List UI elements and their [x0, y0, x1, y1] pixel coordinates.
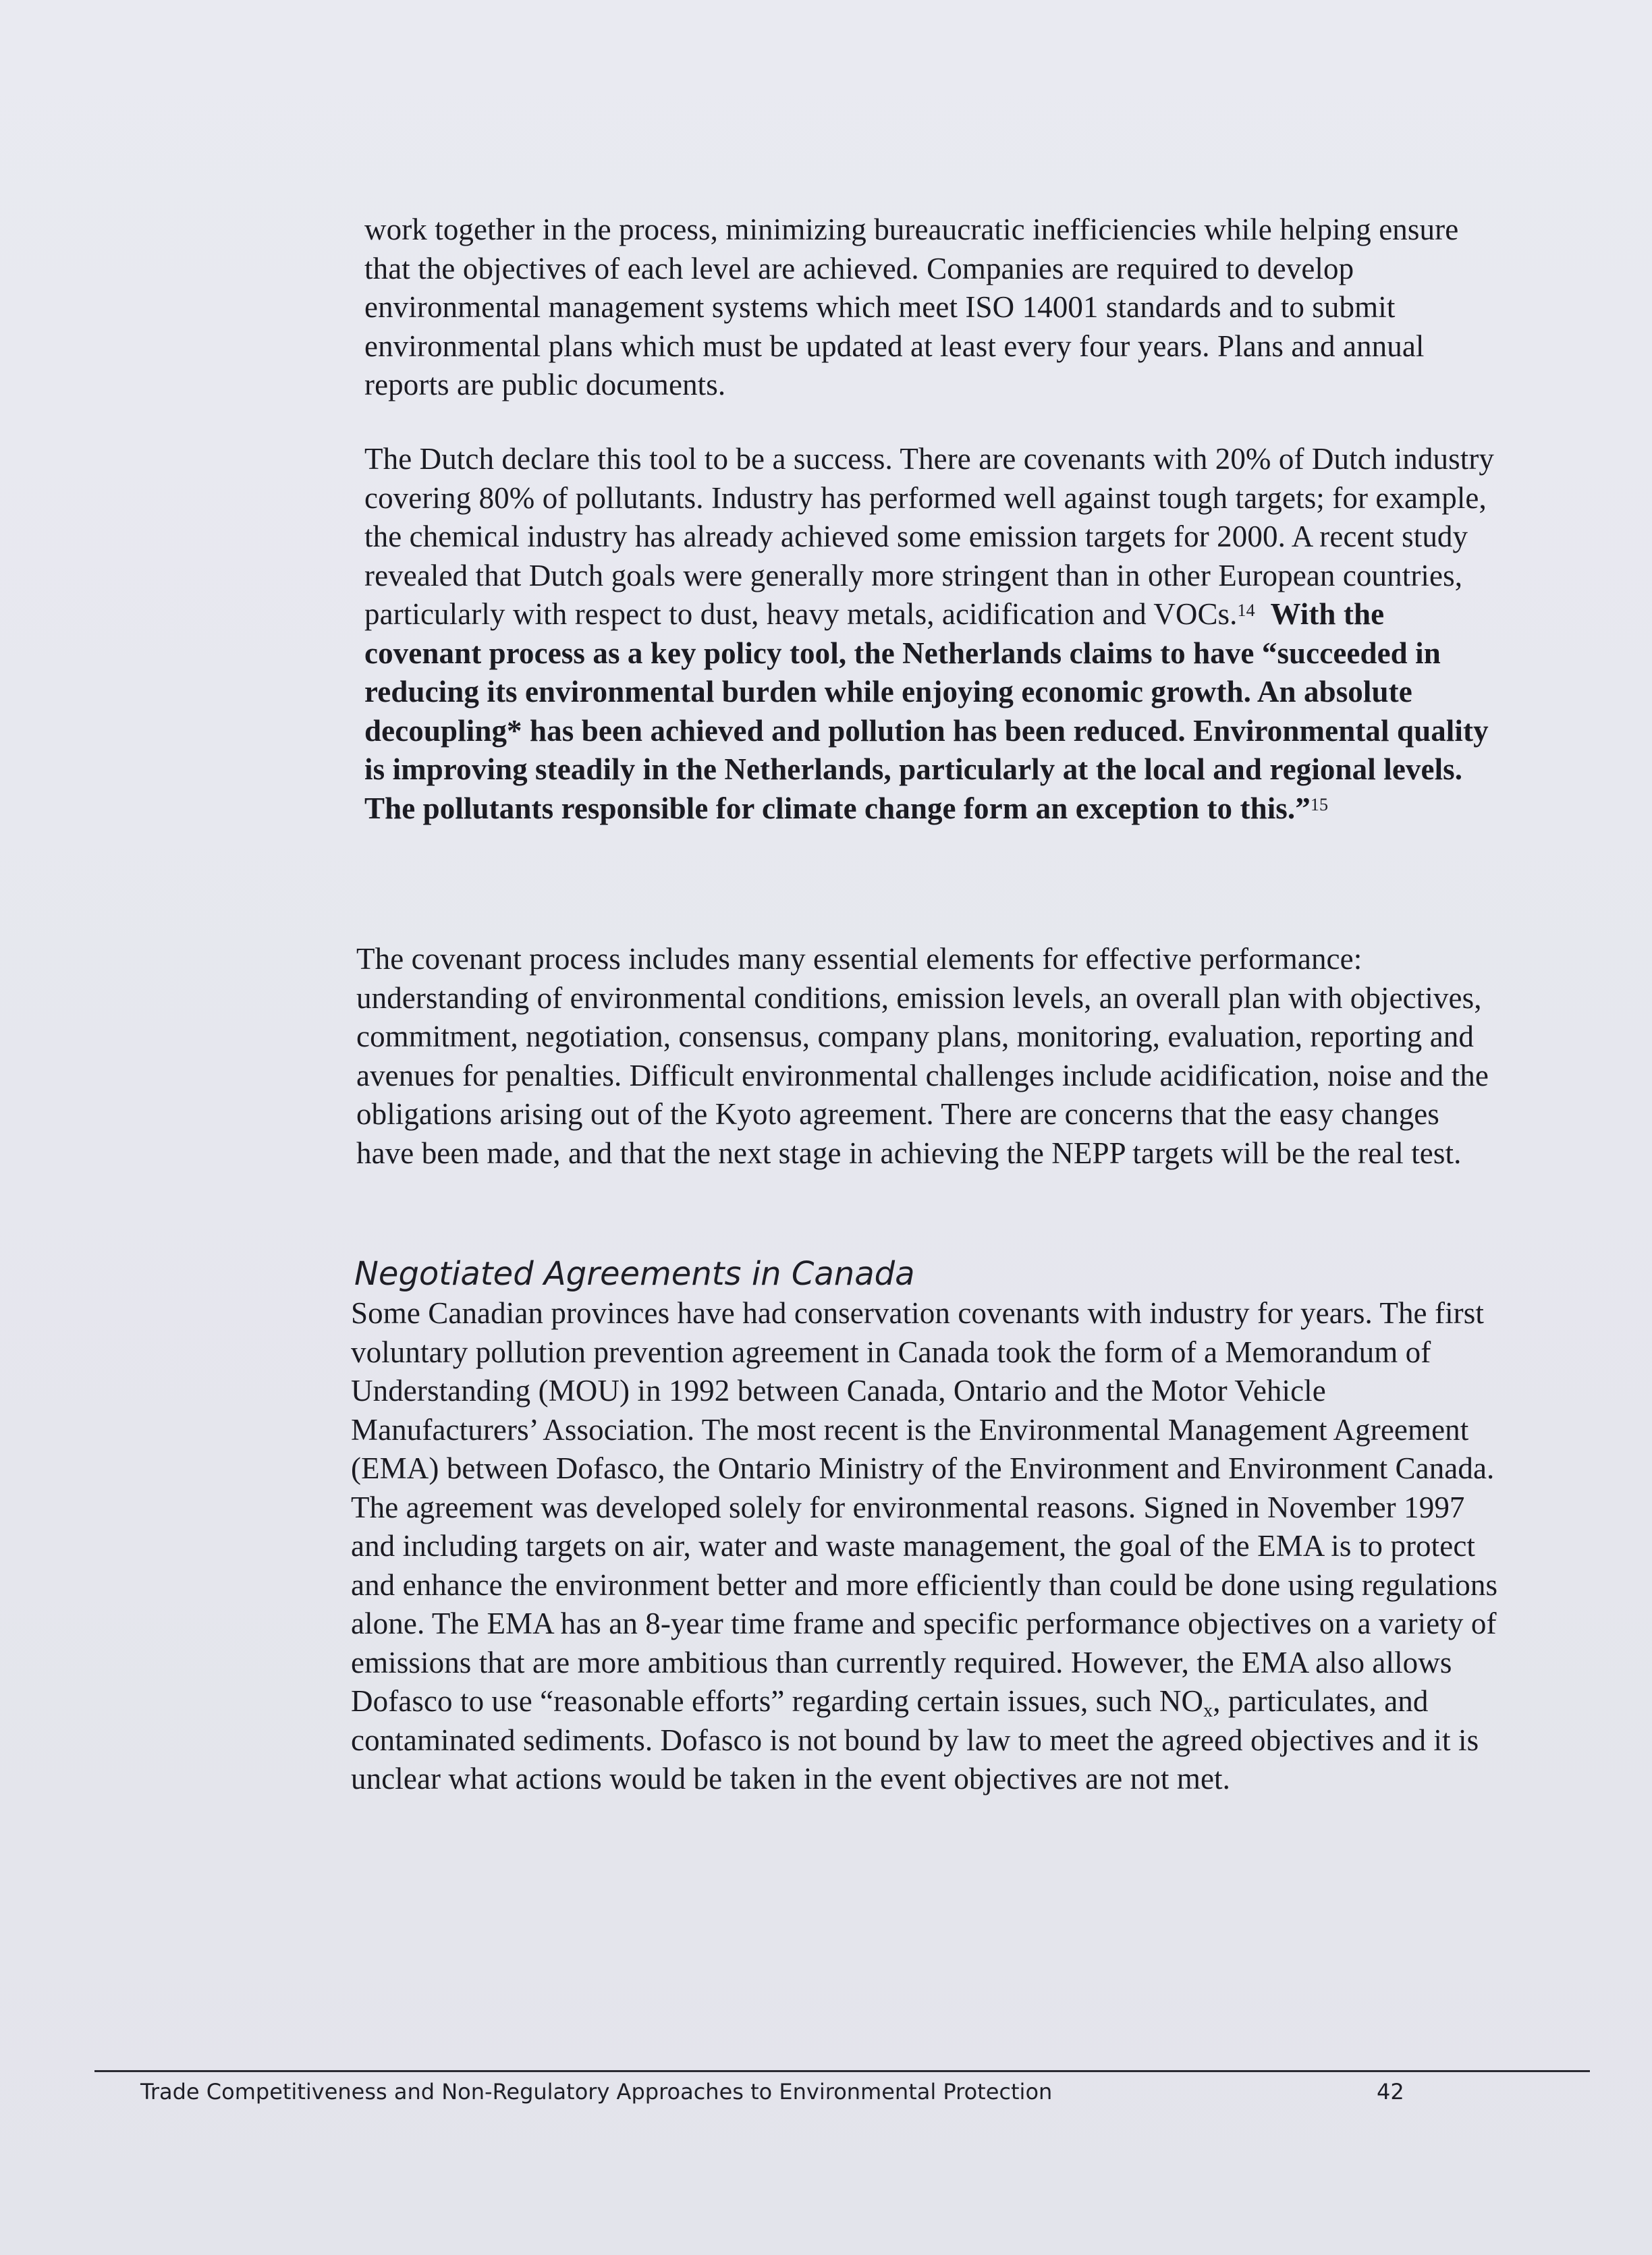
footer-title: Trade Competitiveness and Non-Regulatory Approaches to Environmental Protection — [140, 2079, 1053, 2105]
footnote-ref-14: 14 — [1237, 601, 1255, 620]
paragraph-canada-text: Some Canadian provinces have had conservation covenants with industry for years. The first voluntary pollution prevention agreement in Canada took the form of a Memorandum of Understanding (MOU) in 1992 between Canada, Ontario and the Motor Vehicle Manufacturers’ Association. The most recent is the Environmental Management Agreement (EMA) between Dofasco, the Ontario Ministry of the Environment and Environment Canada. The agreement was developed solely for environmental reasons. Signed in November 1997 and including targets on air, water and waste management, the goal of the EMA is to protect and enhance the environment better and more efficiently than could be done using regulations alone. The EMA has an 8-year time frame and specific performance objectives on a variety of emissions that are more ambitious than currently required. However, the EMA also allows Dofasco to use “reasonable efforts” regarding certain issues, such NO — [351, 1296, 1498, 1718]
paragraph-canada-text-end: , particulates, and contaminated sediments. Dofasco is not bound by law to meet the agreed objectives and it is unclear what actions would be taken in the event objectives are not met. — [351, 1684, 1479, 1795]
section-heading: Negotiated Agreements in Canada — [354, 1255, 915, 1293]
footer-divider — [94, 2070, 1590, 2072]
nox-subscript: x — [1203, 1700, 1213, 1721]
paragraph-dutch-success-text: The Dutch declare this tool to be a success. There are covenants with 20% of Dutch industry covering 80% of pollutants. Industry has performed well against tough targets; for example, the chemical industry has already achieved some emission targets for 2000. A recent study revealed that Dutch goals were generally more stringent than in other European countries, particularly with respect to dust, heavy metals, acidification and VOCs. — [364, 442, 1495, 631]
paragraph-dutch-success — [364, 440, 1498, 828]
paragraph-iso-requirements: work together in the process, minimizing bureaucratic inefficiencies while helping ensure that the objectives of each level are achieved. Companies are required to develop environmental management systems which meet ISO 14001 standards and to submit environmental plans which must be updated at least every four years. Plans and annual reports are public documents. — [364, 213, 1459, 401]
paragraph-covenant-elements: The covenant process includes many essential elements for effective performance: understanding of environmental conditions, emission levels, an overall plan with objectives, commitment, negotiation, consensus, company plans, monitoring, evaluation, reporting and avenues for penalties. Difficult environmental challenges include acidification, noise and the obligations arising out of the Kyoto agreement. There are concerns that the easy changes have been made, and that the next stage in achieving the NEPP targets will be the real test. — [356, 942, 1489, 1170]
page-number: 42 — [1377, 2079, 1404, 2105]
paragraph-canada-agreements — [351, 1294, 1498, 1799]
footnote-ref-15: 15 — [1310, 794, 1329, 814]
netherlands-quote: With the covenant process as a key policy tool, the Netherlands claims to have “succeeded in reducing its environmental burden while enjoying economic growth. An absolute decoupling* has been achieved and pollution has been reduced. Environmental quality is improving steadily in the Netherlands, particularly at the local and regional levels. The pollutants responsible for climate change form an exception to this.” — [364, 597, 1489, 825]
